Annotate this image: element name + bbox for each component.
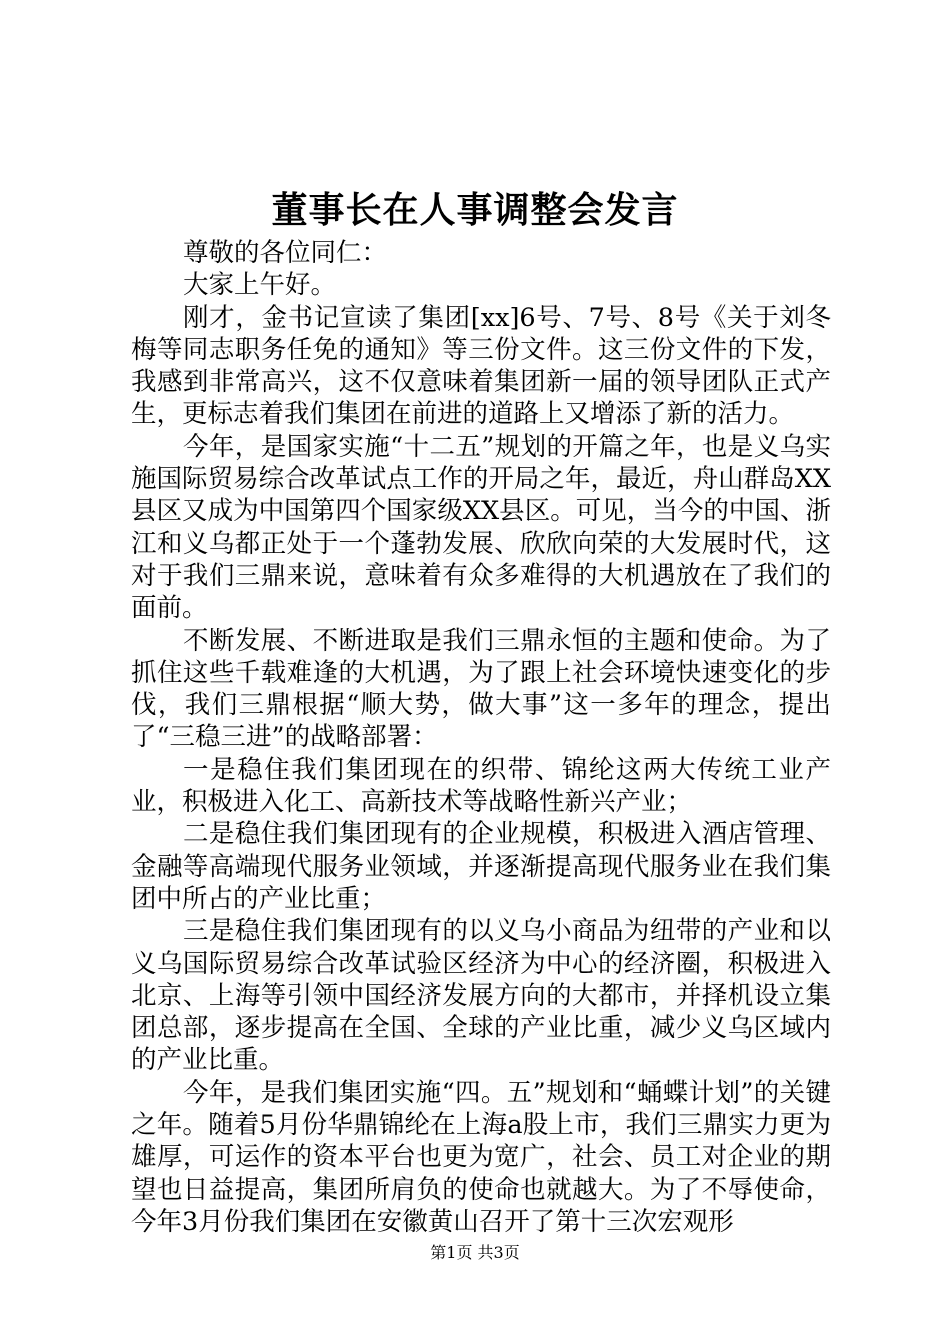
document-title: 董事长在人事调整会发言	[271, 189, 679, 231]
paragraph: 今年，是我们集团实施“四。五”规划和“蛹蝶计划”的关键之年。随着5月份华鼎锦纶在上海a股上市，我们三鼎实力更为雄厚，可运作的资本平台也更为宽广，社会、员工对企业的期望也日益提高，集团所肩负的使命也就越大。为了不辱使命，今年3月份我们集团在安徽黄山召开了第十三次宏观形	[131, 1077, 831, 1237]
paragraph: 今年，是国家实施“十二五”规划的开篇之年，也是义乌实施国际贸易综合改革试点工作的开局之年，最近，舟山群岛XX县区又成为中国第四个国家级XX县区。可见，当今的中国、浙江和义乌都正处于一个蓬勃发展、欣欣向荣的大发展时代，这对于我们三鼎来说，意味着有众多难得的大机遇放在了我们的面前。	[131, 431, 831, 624]
document-body	[131, 237, 831, 1238]
paragraph-greeting: 大家上午好。	[183, 270, 337, 301]
paragraph: 刚才，金书记宣读了集团[xx]6号、7号、8号《关于刘冬梅等同志职务任免的通知》等三份文件。这三份文件的下发，我感到非常高兴，这不仅意味着集团新一届的领导团队正式产生，更标志着我们集团在前进的道路上又增添了新的活力。	[131, 302, 831, 430]
paragraph-salutation: 尊敬的各位同仁：	[183, 238, 388, 268]
paragraph: 不断发展、不断进取是我们三鼎永恒的主题和使命。为了抓住这些千载难逢的大机遇，为了跟上社会环境快速变化的步伐，我们三鼎根据“顺大势，做大事”这一多年的理念，提出了“三稳三进”的战略部署：	[131, 625, 831, 753]
paragraph-list-item: 一是稳住我们集团现在的织带、锦纶这两大传统工业产业，积极进入化工、高新技术等战略性新兴产业；	[131, 754, 831, 818]
paragraph-list-item: 三是稳住我们集团现有的以义乌小商品为纽带的产业和以义乌国际贸易综合改革试验区经济为中心的经济圈，积极进入北京、上海等引领中国经济发展方向的大都市，并择机设立集团总部，逐步提高在全国、全球的产业比重，减少义乌区域内的产业比重。	[131, 916, 831, 1076]
page-number: 第1页 共3页	[430, 1243, 520, 1262]
paragraph-list-item: 二是稳住我们集团现有的企业规模，积极进入酒店管理、金融等高端现代服务业领域，并逐渐提高现代服务业在我们集团中所占的产业比重；	[131, 819, 831, 914]
